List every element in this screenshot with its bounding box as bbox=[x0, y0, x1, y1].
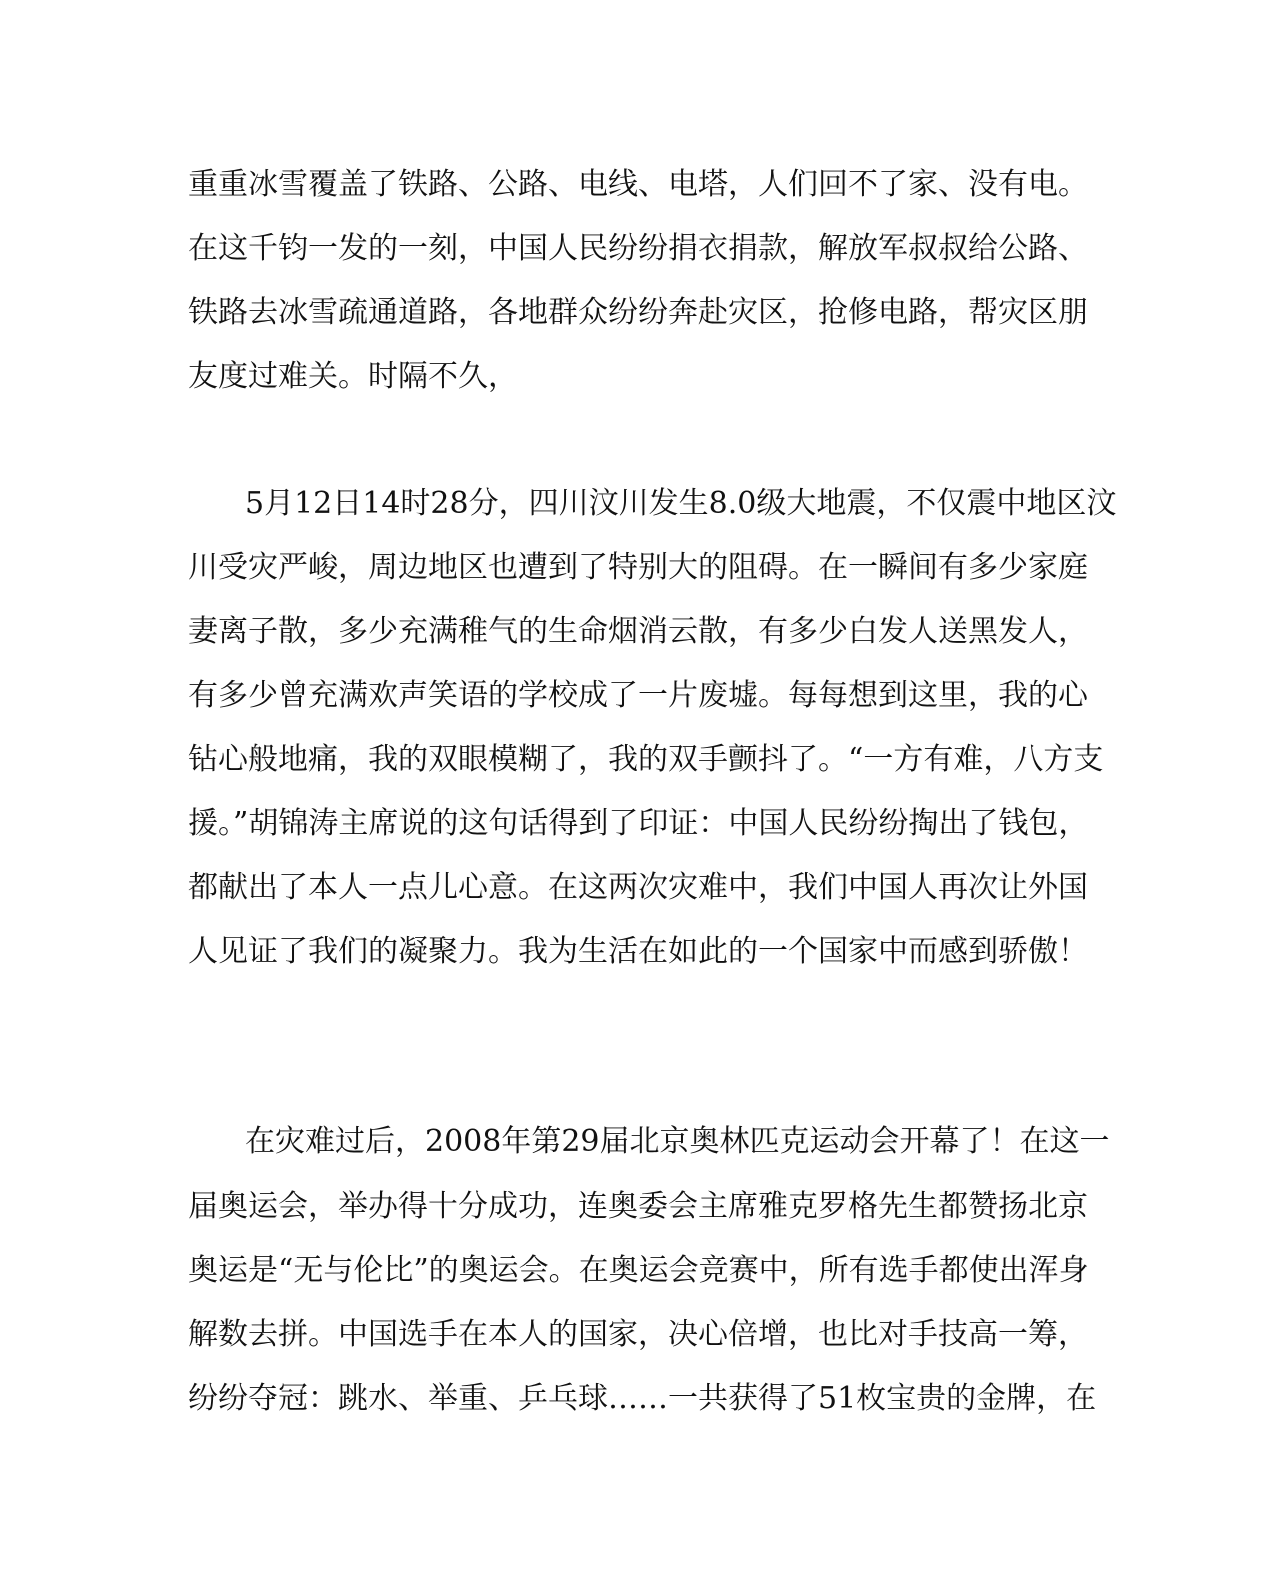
paragraph-line: 友度过难关。时隔不久， bbox=[188, 359, 518, 394]
paragraph-line: 钻心般地痛，我的双眼模糊了，我的双手颤抖了。“一方有难，八方支 bbox=[188, 742, 1104, 777]
paragraph-line: 川受灾严峻，周边地区也遭到了特别大的阻碍。在一瞬间有多少家庭 bbox=[188, 550, 1088, 585]
paragraph-line: 都献出了本人一点儿心意。在这两次灾难中，我们中国人再次让外国 bbox=[188, 870, 1088, 905]
paragraph-line: 在灾难过后，2008年第29届北京奥林匹克运动会开幕了！在这一 bbox=[245, 1124, 1110, 1159]
paragraph-line: 5月12日14时28分，四川汶川发生8.0级大地震，不仅震中地区汶 bbox=[245, 486, 1117, 521]
paragraph-line: 重重冰雪覆盖了铁路、公路、电线、电塔，人们回不了家、没有电。 bbox=[188, 167, 1088, 202]
paragraph-line: 解数去拼。中国选手在本人的国家，决心倍增，也比对手技高一筹， bbox=[188, 1317, 1088, 1352]
paragraph-line: 有多少曾充满欢声笑语的学校成了一片废墟。每每想到这里，我的心 bbox=[188, 678, 1088, 713]
paragraph-line: 人见证了我们的凝聚力。我为生活在如此的一个国家中而感到骄傲！ bbox=[188, 934, 1088, 969]
paragraph-line: 援。”胡锦涛主席说的这句话得到了印证：中国人民纷纷掏出了钱包， bbox=[188, 806, 1089, 841]
paragraph-line: 妻离子散，多少充满稚气的生命烟消云散，有多少白发人送黑发人， bbox=[188, 614, 1088, 649]
paragraph-line: 纷纷夺冠：跳水、举重、乒乓球……一共获得了51枚宝贵的金牌，在 bbox=[188, 1381, 1097, 1416]
paragraph-line: 届奥运会，举办得十分成功，连奥委会主席雅克罗格先生都赞扬北京 bbox=[188, 1189, 1088, 1224]
paragraph-line: 在这千钧一发的一刻，中国人民纷纷捐衣捐款，解放军叔叔给公路、 bbox=[188, 231, 1088, 266]
paragraph-line: 奥运是“无与伦比”的奥运会。在奥运会竞赛中，所有选手都使出浑身 bbox=[188, 1253, 1089, 1288]
paragraph-line: 铁路去冰雪疏通道路，各地群众纷纷奔赴灾区，抢修电路，帮灾区朋 bbox=[188, 295, 1088, 330]
